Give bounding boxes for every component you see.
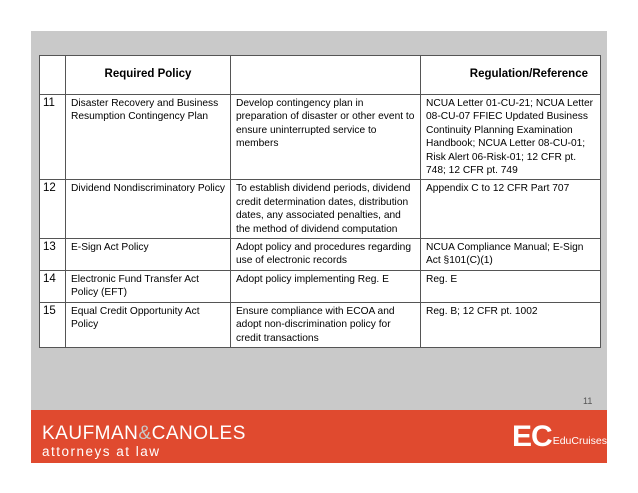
educruises-text: EduCruises	[552, 435, 607, 447]
footer-bar	[31, 410, 607, 463]
table-header-row	[40, 56, 601, 95]
row-number: 12	[40, 180, 66, 239]
row-number: 11	[40, 95, 66, 180]
row-number: 15	[40, 302, 66, 347]
table-row	[40, 239, 601, 271]
row-regulation: NCUA Letter 01-CU-21; NCUA Letter 08-CU-07 FFIEC Updated Business Continuity Planning Examination Handbook; NCUA Letter 08-CU-01; Risk Alert 06-Risk-01; 12 CFR pt. 748; 12 CFR pt. 749	[421, 95, 601, 180]
header-required-policy: Required Policy	[66, 56, 231, 95]
policy-table	[39, 55, 601, 348]
row-number: 13	[40, 239, 66, 271]
page-number: 11	[583, 396, 593, 406]
row-action: Develop contingency plan in preparation of disaster or other event to ensure uninterrupted service to members	[231, 95, 421, 180]
table-row	[40, 95, 601, 180]
header-action	[231, 56, 421, 95]
row-action: To establish dividend periods, dividend credit determination dates, distribution dates, any associated penalties, and the method of dividend computation	[231, 180, 421, 239]
table-row	[40, 270, 601, 302]
educruises-mark: EC	[512, 420, 552, 453]
row-policy: Electronic Fund Transfer Act Policy (EFT)	[66, 270, 231, 302]
brand-ampersand: &	[138, 423, 152, 444]
row-policy: Equal Credit Opportunity Act Policy	[66, 302, 231, 347]
row-regulation: NCUA Compliance Manual; E-Sign Act §101(C)(1)	[421, 239, 601, 271]
table-row	[40, 180, 601, 239]
row-action: Adopt policy and procedures regarding use of electronic records	[231, 239, 421, 271]
brand-name-left: KAUFMAN	[42, 423, 139, 444]
row-regulation: Appendix C to 12 CFR Part 707	[421, 180, 601, 239]
header-number	[40, 56, 66, 95]
table-row	[40, 302, 601, 347]
row-policy: Disaster Recovery and Business Resumption Contingency Plan	[66, 95, 231, 180]
row-number: 14	[40, 270, 66, 302]
row-action: Ensure compliance with ECOA and adopt non-discrimination policy for credit transactions	[231, 302, 421, 347]
row-regulation: Reg. E	[421, 270, 601, 302]
brand-name	[42, 424, 246, 444]
kaufman-canoles-logo	[42, 424, 246, 459]
row-policy: Dividend Nondiscriminatory Policy	[66, 180, 231, 239]
row-action: Adopt policy implementing Reg. E	[231, 270, 421, 302]
row-policy: E-Sign Act Policy	[66, 239, 231, 271]
brand-name-right: CANOLES	[151, 423, 246, 444]
row-regulation: Reg. B; 12 CFR pt. 1002	[421, 302, 601, 347]
brand-tagline: attorneys at law	[42, 444, 161, 459]
header-regulation-reference: Regulation/Reference	[421, 56, 601, 95]
educruises-logo	[512, 420, 607, 453]
